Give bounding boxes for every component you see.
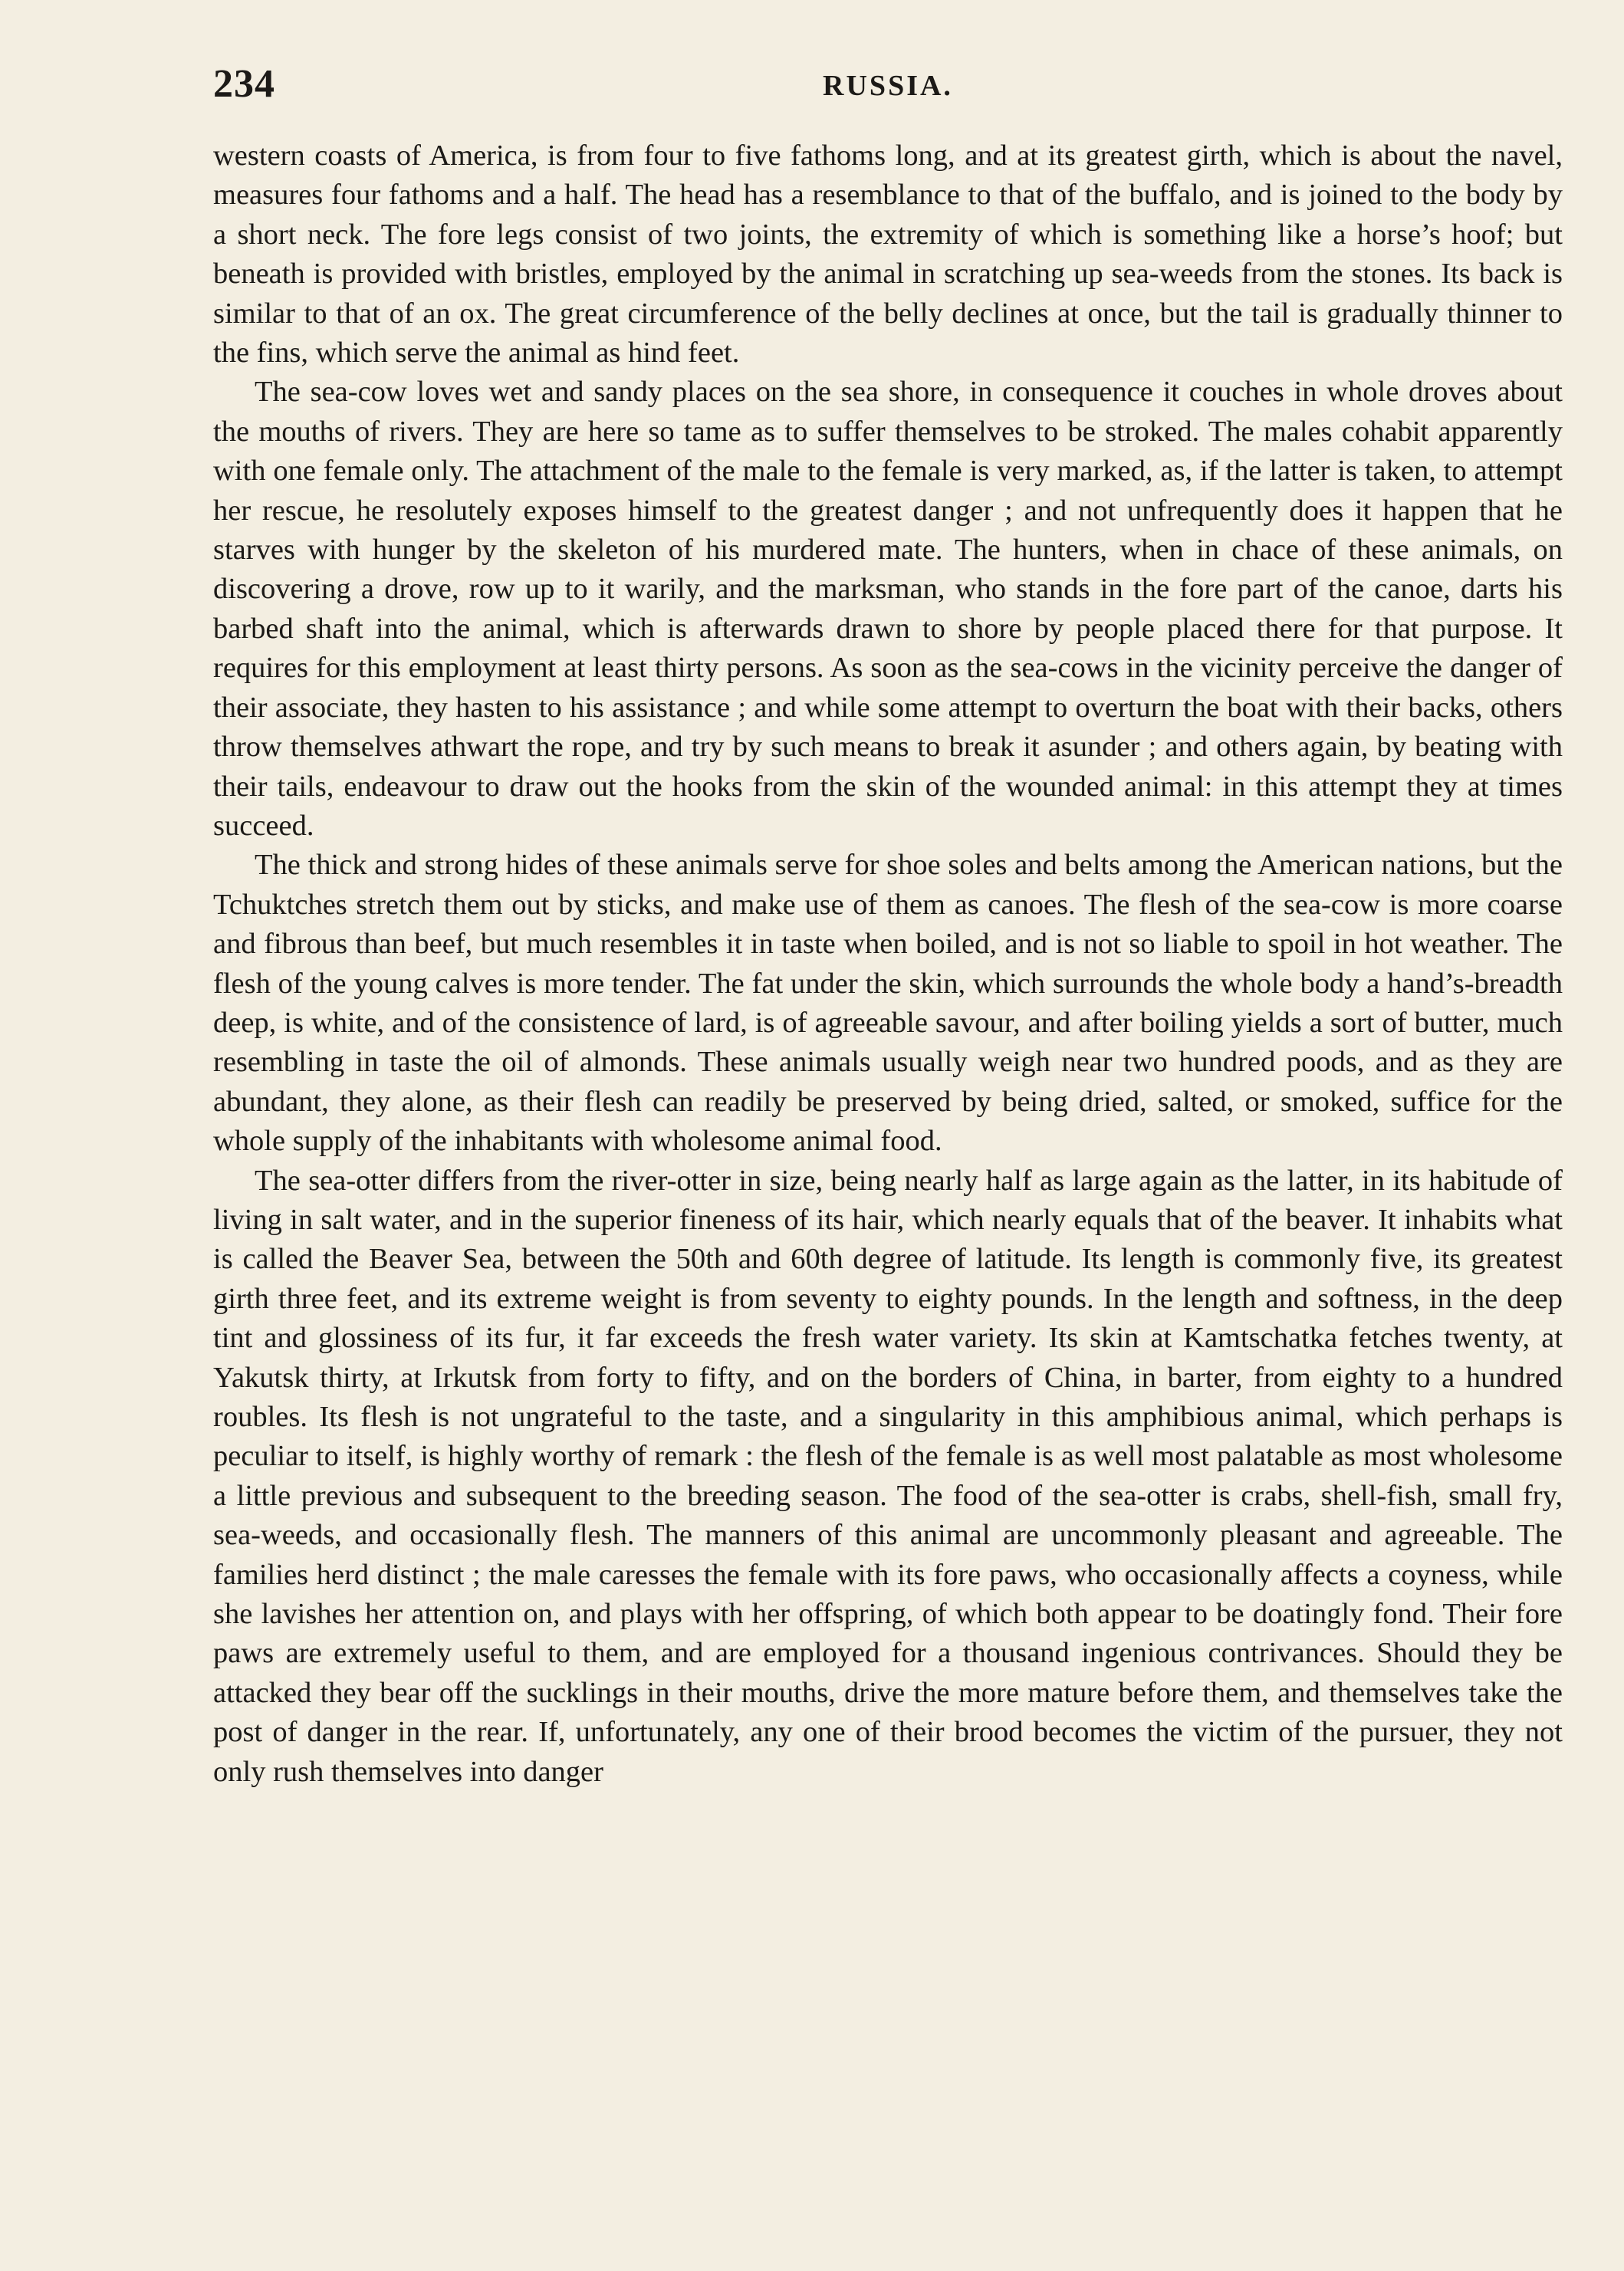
paragraph-sea-cow-uses: The thick and strong hides of these animals serve for shoe soles and belts among the American nations, but the Tchuktches stretch them out by sticks, and make use of them as canoes. The flesh of the sea-cow is more coarse and fibrous than beef, but much resembles it in taste when boiled, and is not so liable to spoil in hot weather. The flesh of the young calves is more tender. The fat under the skin, which surrounds the whole body a hand’s-breadth deep, is white, and of the consistence of lard, is of agreeable savour, and after boiling yields a sort of butter, much resembling in taste the oil of almonds. These animals usually weigh near two hundred poods, and as they are abundant, they alone, as their flesh can readily be preserved by being dried, salted, or smoked, suffice for the whole supply of the inhabitants with wholesome animal food. bbox=[213, 849, 1563, 1158]
paragraph-sea-otter: The sea-otter differs from the river-otter in size, being nearly half as large again as the latter, in its habitude of living in salt water, and in the superior fineness of its hair, which nearly equals that of the beaver. It inhabits what is called the Beaver Sea, between the 50th and 60th degree of latitude. Its length is commonly five, its greatest girth three feet, and its extreme weight is from seventy to eighty pounds. In the length and softness, in the deep tint and glossiness of its fur, it far exceeds the fresh water variety. Its skin at Kamtschatka fetches twenty, at Yakutsk thirty, at Irkutsk from forty to fifty, and on the borders of China, in barter, from eighty to a hundred roubles. Its flesh is not ungrateful to the taste, and a singularity in this amphibious animal, which perhaps is peculiar to itself, is highly worthy of remark : the flesh of the female is as well most palatable as most wholesome a little previous and subsequent to the breeding season. The food of the sea-otter is crabs, shell-fish, small fry, sea-weeds, and occasionally flesh. The manners of this animal are uncommonly pleasant and agreeable. The families herd distinct ; the male caresses the female with its fore paws, who occasionally affects a coyness, while she lavishes her attention on, and plays with her offspring, of which both appear to be doatingly fond. Their fore paws are extremely useful to them, and are employed for a thousand ingenious contrivances. Should they be attacked they bear off the sucklings in their mouths, drive the more mature before them, and themselves take the post of danger in the rear. If, unfortunately, any one of their brood becomes the victim of the pursuer, they not only rush themselves into danger bbox=[213, 1164, 1563, 1788]
paragraph-sea-cow-habits: The sea-cow loves wet and sandy places on the sea shore, in consequence it couches in whole droves about the mouths of rivers. They are here so tame as to suffer themselves to be stroked. The males cohabit apparently with one female only. The attachment of the male to the female is very marked, as, if the latter is taken, to attempt her rescue, he resolutely exposes himself to the greatest danger ; and not unfrequently does it happen that he starves with hunger by the skeleton of his murdered mate. The hunters, when in chace of these animals, on discovering a drove, row up to it warily, and the marksman, who stands in the fore part of the canoe, darts his barbed shaft into the animal, which is afterwards drawn to shore by people placed there for that purpose. It requires for this employment at least thirty persons. As soon as the sea-cows in the vicinity perceive the danger of their associate, they hasten to his assistance ; and while some attempt to overturn the boat with their backs, others throw themselves athwart the rope, and try by such means to break it asunder ; and others again, by beating with their tails, endeavour to draw out the hooks from the skin of the wounded animal: in this attempt they at times succeed. bbox=[213, 376, 1563, 842]
page-header bbox=[213, 61, 1563, 115]
page-number: 234 bbox=[213, 62, 275, 106]
body-text bbox=[213, 136, 1563, 1792]
running-head: RUSSIA. bbox=[823, 70, 953, 102]
paragraph-sea-cow-description: western coasts of America, is from four to five fathoms long, and at its greatest girth, which is about the navel, measures four fathoms and a half. The head has a resemblance to that of the buffalo, and is joined to the body by a short neck. The fore legs consist of two joints, the extremity of which is something like a horse’s hoof; but beneath is provided with bristles, employed by the animal in scratching up sea-weeds from the stones. Its back is similar to that of an ox. The great circumference of the belly declines at once, but the tail is gradually thinner to the fins, which serve the animal as hind feet. bbox=[213, 140, 1563, 370]
